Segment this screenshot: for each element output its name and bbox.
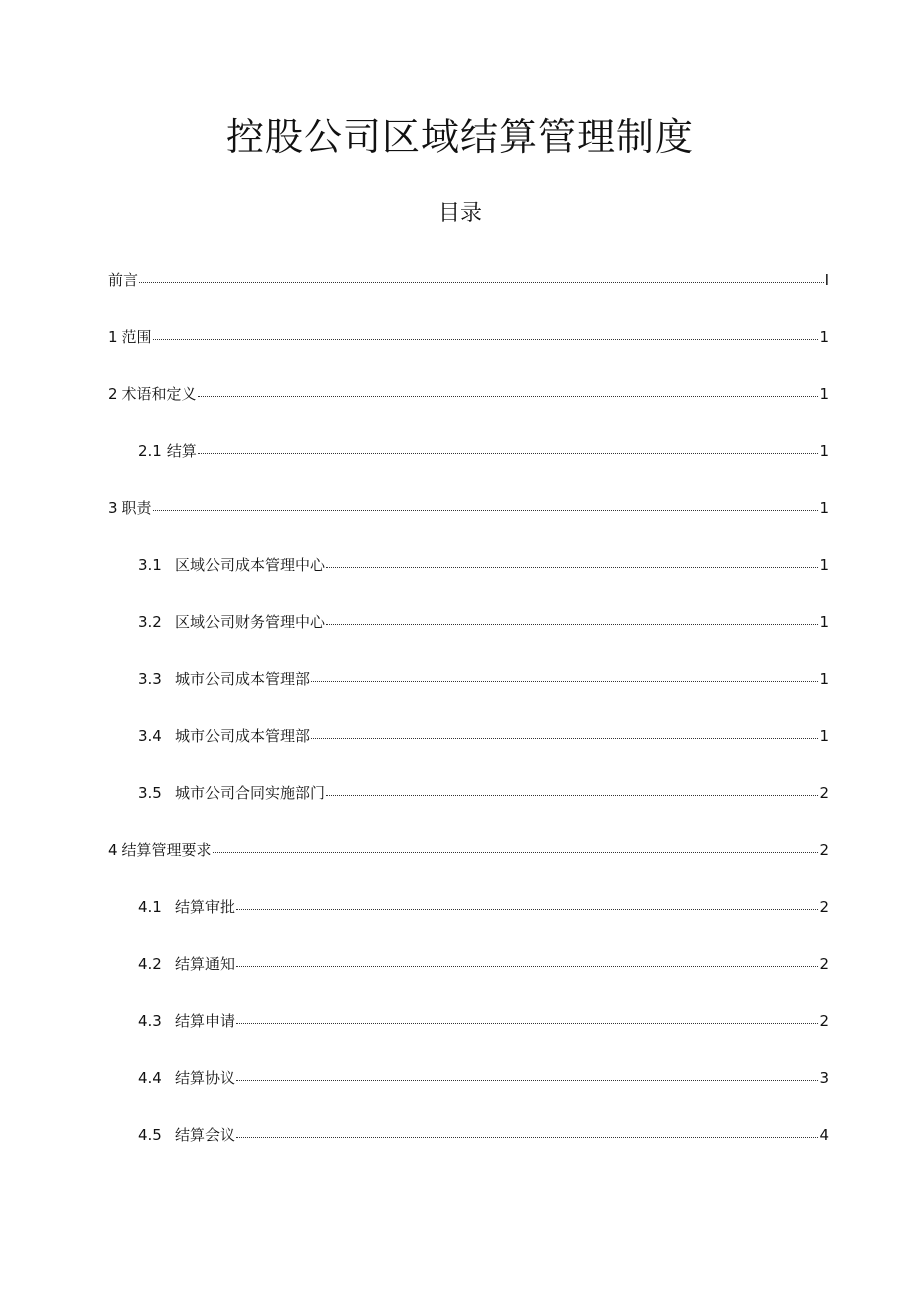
toc-page-number: 1 xyxy=(819,442,829,460)
toc-page-number: 1 xyxy=(819,499,829,517)
toc-entry-text: 城市公司合同实施部门 xyxy=(175,784,326,802)
toc-entry-3-5[interactable] xyxy=(108,781,829,838)
toc-entry-3-1[interactable] xyxy=(108,553,829,610)
toc-entry-text: 结算 xyxy=(166,442,197,460)
toc-page-number: I xyxy=(824,271,829,289)
toc-page-number: 1 xyxy=(819,328,829,346)
toc-dot-leader xyxy=(198,443,819,454)
toc-page-number: 1 xyxy=(819,385,829,403)
toc-entry-number: 2 xyxy=(108,385,118,403)
toc-entry-number: 4.4 xyxy=(138,1069,162,1087)
toc-page-number: 2 xyxy=(819,898,829,916)
toc-dot-leader xyxy=(153,329,819,340)
toc-entry-2-1[interactable] xyxy=(108,439,829,496)
toc-page-number: 1 xyxy=(819,670,829,688)
toc-entry-text: 范围 xyxy=(121,328,152,346)
toc-entry-preface[interactable] xyxy=(108,268,829,325)
toc-entry-text: 结算协议 xyxy=(175,1069,236,1087)
toc-entry-number: 2.1 xyxy=(138,442,162,460)
toc-dot-leader xyxy=(326,614,818,625)
toc-entry-2[interactable] xyxy=(108,382,829,439)
toc-page-number: 1 xyxy=(819,556,829,574)
toc-entry-text: 前言 xyxy=(108,271,139,289)
toc-entry-number: 3.4 xyxy=(138,727,162,745)
toc-entry-number: 4.1 xyxy=(138,898,162,916)
toc-entry-number: 4.5 xyxy=(138,1126,162,1144)
toc-entry-3-4[interactable] xyxy=(108,724,829,781)
toc-page-number: 2 xyxy=(819,955,829,973)
toc-entry-number: 4.2 xyxy=(138,955,162,973)
toc-dot-leader xyxy=(213,842,819,853)
toc-page-number: 2 xyxy=(819,1012,829,1030)
toc-page-number: 4 xyxy=(819,1126,829,1144)
toc-entry-4-3[interactable] xyxy=(108,1009,829,1066)
toc-entry-3-2[interactable] xyxy=(108,610,829,667)
toc-entry-text: 职责 xyxy=(121,499,152,517)
toc-dot-leader xyxy=(236,1127,818,1138)
toc-entry-text: 区域公司财务管理中心 xyxy=(175,613,326,631)
toc-entry-text: 结算通知 xyxy=(175,955,236,973)
toc-page-number: 3 xyxy=(819,1069,829,1087)
table-of-contents xyxy=(108,268,829,1180)
toc-entry-text: 术语和定义 xyxy=(121,385,197,403)
toc-dot-leader xyxy=(311,671,818,682)
toc-dot-leader xyxy=(311,728,818,739)
toc-entry-number: 3.1 xyxy=(138,556,162,574)
toc-entry-1[interactable] xyxy=(108,325,829,382)
toc-entry-text: 结算会议 xyxy=(175,1126,236,1144)
toc-dot-leader xyxy=(326,785,818,796)
toc-entry-text: 区域公司成本管理中心 xyxy=(175,556,326,574)
toc-entry-number: 3 xyxy=(108,499,118,517)
toc-entry-text: 结算管理要求 xyxy=(121,841,212,859)
document-title: 控股公司区域结算管理制度 xyxy=(225,115,694,159)
toc-dot-leader xyxy=(236,899,818,910)
toc-entry-3-3[interactable] xyxy=(108,667,829,724)
toc-entry-number: 4 xyxy=(108,841,118,859)
toc-dot-leader xyxy=(326,557,818,568)
toc-entry-4-5[interactable] xyxy=(108,1123,829,1180)
toc-entry-4-2[interactable] xyxy=(108,952,829,1009)
toc-dot-leader xyxy=(139,272,824,283)
toc-dot-leader xyxy=(236,1013,818,1024)
toc-page-number: 2 xyxy=(819,841,829,859)
toc-page-number: 2 xyxy=(819,784,829,802)
toc-page-number: 1 xyxy=(819,613,829,631)
toc-heading: 目录 xyxy=(437,201,482,226)
toc-entry-number: 3.2 xyxy=(138,613,162,631)
toc-entry-text: 城市公司成本管理部 xyxy=(175,727,311,745)
toc-entry-number: 3.5 xyxy=(138,784,162,802)
toc-dot-leader xyxy=(236,956,818,967)
toc-entry-number: 1 xyxy=(108,328,118,346)
toc-page-number: 1 xyxy=(819,727,829,745)
toc-entry-number: 3.3 xyxy=(138,670,162,688)
toc-entry-4-1[interactable] xyxy=(108,895,829,952)
toc-entry-number: 4.3 xyxy=(138,1012,162,1030)
toc-entry-text: 城市公司成本管理部 xyxy=(175,670,311,688)
toc-entry-text: 结算申请 xyxy=(175,1012,236,1030)
toc-entry-4[interactable] xyxy=(108,838,829,895)
toc-entry-4-4[interactable] xyxy=(108,1066,829,1123)
toc-dot-leader xyxy=(198,386,819,397)
toc-entry-3[interactable] xyxy=(108,496,829,553)
toc-dot-leader xyxy=(153,500,819,511)
toc-dot-leader xyxy=(236,1070,818,1081)
toc-entry-text: 结算审批 xyxy=(175,898,236,916)
